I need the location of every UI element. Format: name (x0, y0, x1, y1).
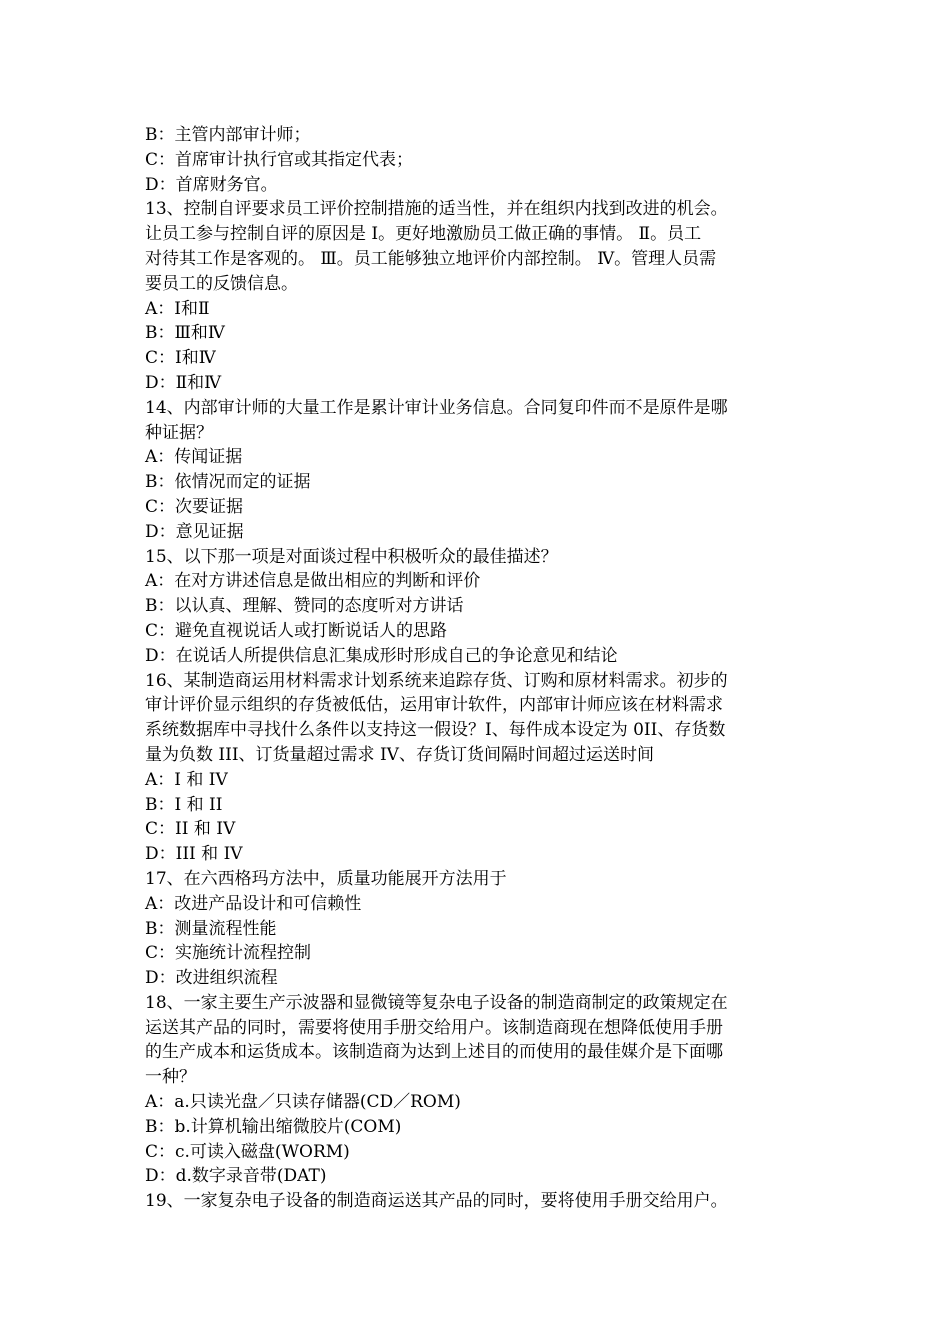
text-line: C：首席审计执行官或其指定代表； (145, 149, 414, 170)
text-line: 要员工的反馈信息。 (145, 273, 298, 294)
option-c: C：Ⅰ和Ⅳ (145, 348, 216, 369)
option-c: C：避免直视说话人或打断说话人的思路 (145, 620, 448, 641)
text-line: 系统数据库中寻找什么条件以支持这一假设？I、每件成本设定为 0II、存货数 (145, 720, 726, 741)
option-d: D：在说话人所提供信息汇集成形时形成自己的争论意见和结论 (145, 645, 618, 666)
question-18: 18、一家主要生产示波器和显微镜等复杂电子设备的制造商制定的政策规定在 (145, 992, 728, 1013)
text-line: B：主管内部审计师； (145, 125, 311, 145)
text-line: 对待其工作是客观的。 Ⅲ。员工能够独立地评价内部控制。 Ⅳ。管理人员需 (145, 248, 717, 269)
option-c: C：实施统计流程控制 (145, 943, 312, 964)
question-16: 16、某制造商运用材料需求计划系统来追踪存货、订购和原材料需求。初步的 (145, 670, 728, 691)
option-d: D：d.数字录音带(DAT) (145, 1166, 327, 1187)
option-c: C：次要证据 (145, 496, 244, 517)
question-13: 13、控制自评要求员工评价控制措施的适当性，并在组织内找到改进的机会。 (145, 199, 728, 220)
option-b: B：I 和 II (145, 794, 223, 815)
option-b: B：测量流程性能 (145, 918, 277, 939)
option-a: A：改进产品设计和可信赖性 (145, 893, 362, 914)
option-b: B：依情况而定的证据 (145, 472, 311, 493)
option-d: D：意见证据 (145, 521, 244, 542)
text-line: 审计评价显示组织的存货被低估，运用审计软件，内部审计师应该在材料需求 (145, 695, 723, 716)
question-17: 17、在六西格玛方法中，质量功能展开方法用于 (145, 868, 507, 889)
text-line: 的生产成本和运货成本。该制造商为达到上述目的而使用的最佳媒介是下面哪 (145, 1042, 723, 1063)
option-d: D：Ⅱ和Ⅳ (145, 372, 222, 393)
option-a: A：a.只读光盘／只读存储器(CD／ROM) (145, 1092, 461, 1113)
question-15: 15、以下那一项是对面谈过程中积极听众的最佳描述？ (145, 546, 558, 567)
question-14: 14、内部审计师的大量工作是累计审计业务信息。合同复印件而不是原件是哪 (145, 397, 728, 418)
text-line: 让员工参与控制自评的原因是 Ⅰ。更好地激励员工做正确的事情。 Ⅱ。员工 (145, 224, 702, 245)
option-a: A：I 和 IV (145, 769, 228, 790)
document-body (145, 123, 810, 1214)
option-d: D：III 和 IV (145, 844, 243, 865)
text-line: 一种？ (145, 1067, 196, 1088)
text-line: 运送其产品的同时，需要将使用手册交给用户。该制造商现在想降低使用手册 (145, 1017, 723, 1038)
option-b: B：Ⅲ和Ⅳ (145, 323, 225, 344)
text-line: D：首席财务官。 (145, 174, 278, 195)
option-a: A：在对方讲述信息是做出相应的判断和评价 (145, 571, 481, 592)
option-c: C：II 和 IV (145, 819, 236, 840)
option-b: B：b.计算机输出缩微胶片(COM) (145, 1116, 402, 1137)
option-d: D：改进组织流程 (145, 968, 278, 989)
text-line: 种证据？ (145, 422, 213, 443)
option-a: A：传闻证据 (145, 447, 243, 468)
option-c: C：c.可读入磁盘(WORM) (145, 1141, 350, 1162)
text-line: 量为负数 III、订货量超过需求 IV、存货订货间隔时间超过运送时间 (145, 744, 654, 765)
option-a: A：Ⅰ和Ⅱ (145, 298, 210, 319)
option-b: B：以认真、理解、赞同的态度听对方讲话 (145, 596, 464, 617)
question-19: 19、一家复杂电子设备的制造商运送其产品的同时，要将使用手册交给用户。 (145, 1191, 728, 1212)
